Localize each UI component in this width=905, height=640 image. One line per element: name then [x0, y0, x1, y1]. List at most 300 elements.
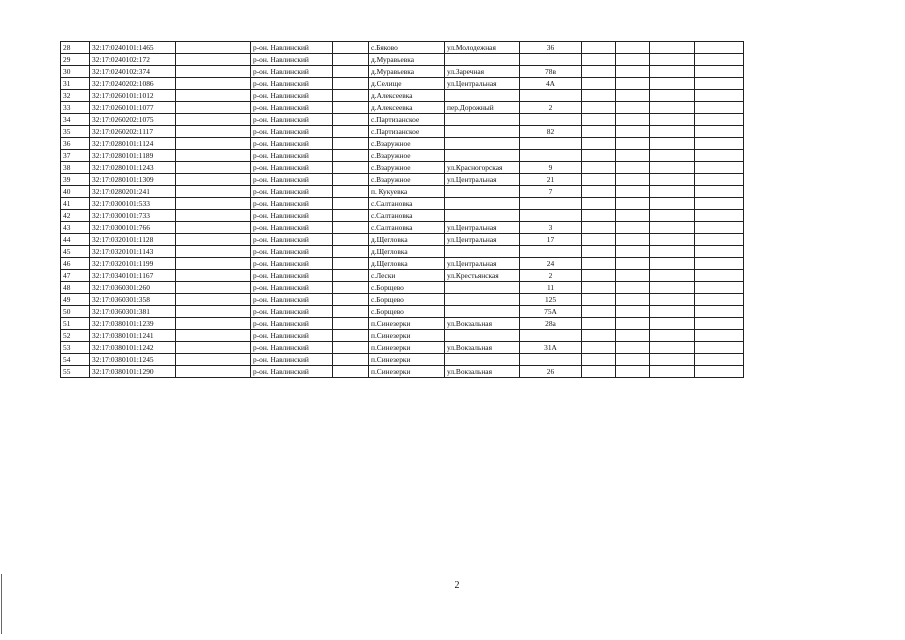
- blank-col-cell: [333, 54, 369, 66]
- settlement-cell: с.Салтановка: [369, 198, 445, 210]
- row-number-cell: 28: [61, 42, 90, 54]
- blank-col-cell: [650, 294, 695, 306]
- blank-col-cell: [616, 258, 650, 270]
- district-cell: р-он. Навлинский: [251, 90, 333, 102]
- settlement-cell: с.Взаружное: [369, 138, 445, 150]
- row-number-cell: 35: [61, 126, 90, 138]
- row-number-cell: 55: [61, 366, 90, 378]
- settlement-cell: с.Взаружное: [369, 150, 445, 162]
- house-number-cell: [520, 138, 582, 150]
- settlement-cell: с.Салтановка: [369, 210, 445, 222]
- settlement-cell: с.Борщево: [369, 282, 445, 294]
- street-cell: пер.Дорожный: [445, 102, 520, 114]
- street-cell: [445, 54, 520, 66]
- blank-col-cell: [616, 150, 650, 162]
- cadastral-number-cell: 32:17:0300101:766: [90, 222, 176, 234]
- cadastral-number-cell: 32:17:0260202:1075: [90, 114, 176, 126]
- blank-col-cell: [582, 294, 616, 306]
- table-row: [61, 198, 744, 210]
- blank-col-cell: [616, 186, 650, 198]
- scan-edge-mark: [1, 574, 2, 634]
- blank-col-cell: [333, 102, 369, 114]
- cadastral-number-cell: 32:17:0380101:1241: [90, 330, 176, 342]
- blank-col-cell: [176, 354, 251, 366]
- row-number-cell: 50: [61, 306, 90, 318]
- blank-col-cell: [650, 66, 695, 78]
- blank-col-cell: [582, 354, 616, 366]
- street-cell: ул.Молодежная: [445, 42, 520, 54]
- blank-col-cell: [695, 174, 744, 186]
- street-cell: [445, 114, 520, 126]
- row-number-cell: 52: [61, 330, 90, 342]
- blank-col-cell: [616, 42, 650, 54]
- blank-col-cell: [650, 306, 695, 318]
- district-cell: р-он. Навлинский: [251, 198, 333, 210]
- settlement-cell: п.Синезерки: [369, 366, 445, 378]
- row-number-cell: 48: [61, 282, 90, 294]
- row-number-cell: 51: [61, 318, 90, 330]
- row-number-cell: 33: [61, 102, 90, 114]
- blank-col-cell: [176, 198, 251, 210]
- blank-col-cell: [582, 42, 616, 54]
- blank-col-cell: [176, 318, 251, 330]
- house-number-cell: [520, 54, 582, 66]
- cadastral-number-cell: 32:17:0320101:1128: [90, 234, 176, 246]
- row-number-cell: 38: [61, 162, 90, 174]
- row-number-cell: 49: [61, 294, 90, 306]
- blank-col-cell: [616, 318, 650, 330]
- blank-col-cell: [333, 258, 369, 270]
- cadastral-number-cell: 32:17:0240102:172: [90, 54, 176, 66]
- cadastral-number-cell: 32:17:0340101:1167: [90, 270, 176, 282]
- table-row: [61, 234, 744, 246]
- house-number-cell: 36: [520, 42, 582, 54]
- cadastral-number-cell: 32:17:0380101:1239: [90, 318, 176, 330]
- blank-col-cell: [616, 66, 650, 78]
- blank-col-cell: [650, 354, 695, 366]
- cadastral-number-cell: 32:17:0240102:374: [90, 66, 176, 78]
- row-number-cell: 46: [61, 258, 90, 270]
- blank-col-cell: [582, 222, 616, 234]
- settlement-cell: п.Синезерки: [369, 318, 445, 330]
- blank-col-cell: [176, 162, 251, 174]
- blank-col-cell: [176, 150, 251, 162]
- table-row: [61, 366, 744, 378]
- blank-col-cell: [616, 246, 650, 258]
- street-cell: [445, 282, 520, 294]
- settlement-cell: д.Щегловка: [369, 234, 445, 246]
- cadastral-number-cell: 32:17:0360301:381: [90, 306, 176, 318]
- blank-col-cell: [582, 282, 616, 294]
- table-row: [61, 114, 744, 126]
- cadastral-number-cell: 32:17:0280101:1243: [90, 162, 176, 174]
- cadastral-number-cell: 32:17:0260202:1117: [90, 126, 176, 138]
- table-row: [61, 138, 744, 150]
- row-number-cell: 44: [61, 234, 90, 246]
- blank-col-cell: [582, 246, 616, 258]
- blank-col-cell: [616, 162, 650, 174]
- blank-col-cell: [650, 126, 695, 138]
- blank-col-cell: [176, 186, 251, 198]
- row-number-cell: 31: [61, 78, 90, 90]
- blank-col-cell: [582, 114, 616, 126]
- blank-col-cell: [650, 270, 695, 282]
- house-number-cell: 26: [520, 366, 582, 378]
- blank-col-cell: [582, 258, 616, 270]
- settlement-cell: д.Селище: [369, 78, 445, 90]
- street-cell: [445, 90, 520, 102]
- street-cell: [445, 210, 520, 222]
- blank-col-cell: [582, 162, 616, 174]
- blank-col-cell: [333, 270, 369, 282]
- blank-col-cell: [333, 66, 369, 78]
- blank-col-cell: [176, 114, 251, 126]
- blank-col-cell: [650, 78, 695, 90]
- settlement-cell: д.Щегловка: [369, 258, 445, 270]
- district-cell: р-он. Навлинский: [251, 186, 333, 198]
- house-number-cell: 125: [520, 294, 582, 306]
- blank-col-cell: [650, 162, 695, 174]
- street-cell: ул.Вокзальная: [445, 318, 520, 330]
- table-row: [61, 54, 744, 66]
- blank-col-cell: [582, 102, 616, 114]
- house-number-cell: [520, 198, 582, 210]
- cadastral-number-cell: 32:17:0360301:260: [90, 282, 176, 294]
- blank-col-cell: [616, 90, 650, 102]
- cadastral-number-cell: 32:17:0380101:1290: [90, 366, 176, 378]
- row-number-cell: 29: [61, 54, 90, 66]
- district-cell: р-он. Навлинский: [251, 138, 333, 150]
- blank-col-cell: [333, 210, 369, 222]
- house-number-cell: [520, 150, 582, 162]
- district-cell: р-он. Навлинский: [251, 114, 333, 126]
- street-cell: [445, 354, 520, 366]
- blank-col-cell: [176, 342, 251, 354]
- district-cell: р-он. Навлинский: [251, 102, 333, 114]
- blank-col-cell: [582, 90, 616, 102]
- blank-col-cell: [176, 282, 251, 294]
- district-cell: р-он. Навлинский: [251, 66, 333, 78]
- blank-col-cell: [582, 66, 616, 78]
- blank-col-cell: [695, 126, 744, 138]
- blank-col-cell: [176, 366, 251, 378]
- settlement-cell: п.Синезерки: [369, 354, 445, 366]
- blank-col-cell: [695, 150, 744, 162]
- settlement-cell: с.Борщево: [369, 306, 445, 318]
- street-cell: [445, 126, 520, 138]
- blank-col-cell: [650, 234, 695, 246]
- table-row: [61, 318, 744, 330]
- blank-col-cell: [176, 42, 251, 54]
- table-row: [61, 330, 744, 342]
- cadastral-number-cell: 32:17:0300101:533: [90, 198, 176, 210]
- blank-col-cell: [695, 366, 744, 378]
- table-row: [61, 246, 744, 258]
- blank-col-cell: [616, 354, 650, 366]
- settlement-cell: д.Муравьевка: [369, 54, 445, 66]
- blank-col-cell: [616, 78, 650, 90]
- blank-col-cell: [616, 198, 650, 210]
- district-cell: р-он. Навлинский: [251, 234, 333, 246]
- cadastral-number-cell: 32:17:0260101:1012: [90, 90, 176, 102]
- cadastral-number-cell: 32:17:0380101:1245: [90, 354, 176, 366]
- blank-col-cell: [582, 138, 616, 150]
- settlement-cell: п.Синезерки: [369, 342, 445, 354]
- street-cell: [445, 330, 520, 342]
- cadastral-number-cell: 32:17:0280101:1189: [90, 150, 176, 162]
- property-table: [60, 41, 744, 378]
- blank-col-cell: [333, 342, 369, 354]
- blank-col-cell: [650, 318, 695, 330]
- street-cell: [445, 294, 520, 306]
- blank-col-cell: [695, 258, 744, 270]
- blank-col-cell: [695, 270, 744, 282]
- blank-col-cell: [616, 294, 650, 306]
- blank-col-cell: [333, 42, 369, 54]
- house-number-cell: [520, 114, 582, 126]
- district-cell: р-он. Навлинский: [251, 246, 333, 258]
- table-row: [61, 162, 744, 174]
- blank-col-cell: [333, 354, 369, 366]
- blank-col-cell: [616, 306, 650, 318]
- blank-col-cell: [333, 318, 369, 330]
- street-cell: ул.Вокзальная: [445, 342, 520, 354]
- street-cell: ул.Центральная: [445, 258, 520, 270]
- blank-col-cell: [695, 42, 744, 54]
- row-number-cell: 36: [61, 138, 90, 150]
- district-cell: р-он. Навлинский: [251, 174, 333, 186]
- blank-col-cell: [333, 294, 369, 306]
- blank-col-cell: [333, 330, 369, 342]
- blank-col-cell: [650, 114, 695, 126]
- row-number-cell: 54: [61, 354, 90, 366]
- blank-col-cell: [695, 90, 744, 102]
- blank-col-cell: [695, 54, 744, 66]
- table-row: [61, 102, 744, 114]
- table-row: [61, 282, 744, 294]
- settlement-cell: с.Бяково: [369, 42, 445, 54]
- street-cell: [445, 150, 520, 162]
- district-cell: р-он. Навлинский: [251, 342, 333, 354]
- blank-col-cell: [650, 246, 695, 258]
- blank-col-cell: [582, 186, 616, 198]
- blank-col-cell: [650, 210, 695, 222]
- row-number-cell: 53: [61, 342, 90, 354]
- blank-col-cell: [176, 246, 251, 258]
- blank-col-cell: [616, 366, 650, 378]
- settlement-cell: п. Кукуевка: [369, 186, 445, 198]
- blank-col-cell: [176, 54, 251, 66]
- blank-col-cell: [695, 234, 744, 246]
- table-row: [61, 258, 744, 270]
- blank-col-cell: [650, 258, 695, 270]
- blank-col-cell: [695, 210, 744, 222]
- cadastral-number-cell: 32:17:0260101:1077: [90, 102, 176, 114]
- district-cell: р-он. Навлинский: [251, 318, 333, 330]
- house-number-cell: 17: [520, 234, 582, 246]
- district-cell: р-он. Навлинский: [251, 54, 333, 66]
- blank-col-cell: [176, 306, 251, 318]
- blank-col-cell: [582, 210, 616, 222]
- street-cell: ул.Красногорская: [445, 162, 520, 174]
- house-number-cell: [520, 246, 582, 258]
- blank-col-cell: [333, 90, 369, 102]
- blank-col-cell: [695, 330, 744, 342]
- row-number-cell: 47: [61, 270, 90, 282]
- blank-col-cell: [695, 78, 744, 90]
- table-row: [61, 174, 744, 186]
- blank-col-cell: [333, 366, 369, 378]
- house-number-cell: 75А: [520, 306, 582, 318]
- cadastral-number-cell: 32:17:0360301:358: [90, 294, 176, 306]
- district-cell: р-он. Навлинский: [251, 210, 333, 222]
- settlement-cell: с.Салтановка: [369, 222, 445, 234]
- blank-col-cell: [616, 126, 650, 138]
- blank-col-cell: [695, 306, 744, 318]
- district-cell: р-он. Навлинский: [251, 162, 333, 174]
- street-cell: [445, 246, 520, 258]
- blank-col-cell: [176, 330, 251, 342]
- blank-col-cell: [650, 42, 695, 54]
- blank-col-cell: [333, 126, 369, 138]
- settlement-cell: с.Партизанское: [369, 114, 445, 126]
- settlement-cell: д.Щегловка: [369, 246, 445, 258]
- blank-col-cell: [650, 138, 695, 150]
- blank-col-cell: [582, 318, 616, 330]
- blank-col-cell: [695, 222, 744, 234]
- blank-col-cell: [695, 162, 744, 174]
- row-number-cell: 37: [61, 150, 90, 162]
- blank-col-cell: [333, 306, 369, 318]
- blank-col-cell: [695, 102, 744, 114]
- row-number-cell: 34: [61, 114, 90, 126]
- blank-col-cell: [616, 222, 650, 234]
- house-number-cell: 28а: [520, 318, 582, 330]
- district-cell: р-он. Навлинский: [251, 306, 333, 318]
- blank-col-cell: [582, 306, 616, 318]
- blank-col-cell: [616, 102, 650, 114]
- blank-col-cell: [616, 330, 650, 342]
- district-cell: р-он. Навлинский: [251, 294, 333, 306]
- district-cell: р-он. Навлинский: [251, 282, 333, 294]
- blank-col-cell: [695, 282, 744, 294]
- settlement-cell: с.Борщево: [369, 294, 445, 306]
- settlement-cell: д.Муравьевка: [369, 66, 445, 78]
- row-number-cell: 45: [61, 246, 90, 258]
- cadastral-number-cell: 32:17:0280101:1124: [90, 138, 176, 150]
- house-number-cell: 2: [520, 102, 582, 114]
- cadastral-number-cell: 32:17:0300101:733: [90, 210, 176, 222]
- table-row: [61, 270, 744, 282]
- blank-col-cell: [333, 138, 369, 150]
- street-cell: ул.Центральная: [445, 234, 520, 246]
- blank-col-cell: [650, 282, 695, 294]
- blank-col-cell: [582, 342, 616, 354]
- cadastral-number-cell: 32:17:0280101:1309: [90, 174, 176, 186]
- blank-col-cell: [582, 78, 616, 90]
- district-cell: р-он. Навлинский: [251, 258, 333, 270]
- street-cell: ул.Вокзальная: [445, 366, 520, 378]
- table-row: [61, 150, 744, 162]
- table-row: [61, 306, 744, 318]
- blank-col-cell: [695, 138, 744, 150]
- blank-col-cell: [650, 222, 695, 234]
- blank-col-cell: [582, 126, 616, 138]
- blank-col-cell: [333, 246, 369, 258]
- district-cell: р-он. Навлинский: [251, 330, 333, 342]
- row-number-cell: 39: [61, 174, 90, 186]
- blank-col-cell: [333, 114, 369, 126]
- blank-col-cell: [695, 354, 744, 366]
- settlement-cell: с.Лески: [369, 270, 445, 282]
- house-number-cell: 9: [520, 162, 582, 174]
- blank-col-cell: [616, 54, 650, 66]
- blank-col-cell: [650, 174, 695, 186]
- cadastral-number-cell: 32:17:0320101:1199: [90, 258, 176, 270]
- blank-col-cell: [650, 90, 695, 102]
- house-number-cell: 4А: [520, 78, 582, 90]
- blank-col-cell: [616, 282, 650, 294]
- cadastral-number-cell: 32:17:0240101:1465: [90, 42, 176, 54]
- settlement-cell: д.Алексеевка: [369, 102, 445, 114]
- blank-col-cell: [582, 198, 616, 210]
- street-cell: ул.Центральная: [445, 78, 520, 90]
- blank-col-cell: [582, 150, 616, 162]
- page-number: 2: [454, 580, 460, 591]
- house-number-cell: 78в: [520, 66, 582, 78]
- table-row: [61, 210, 744, 222]
- blank-col-cell: [176, 138, 251, 150]
- settlement-cell: с.Партизанское: [369, 126, 445, 138]
- house-number-cell: 7: [520, 186, 582, 198]
- blank-col-cell: [333, 186, 369, 198]
- blank-col-cell: [616, 270, 650, 282]
- table-row: [61, 42, 744, 54]
- settlement-cell: с.Взаружное: [369, 174, 445, 186]
- table-row: [61, 78, 744, 90]
- blank-col-cell: [176, 294, 251, 306]
- house-number-cell: [520, 90, 582, 102]
- district-cell: р-он. Навлинский: [251, 150, 333, 162]
- blank-col-cell: [616, 174, 650, 186]
- house-number-cell: [520, 330, 582, 342]
- district-cell: р-он. Навлинский: [251, 366, 333, 378]
- house-number-cell: 2: [520, 270, 582, 282]
- blank-col-cell: [176, 66, 251, 78]
- street-cell: ул.Центральная: [445, 174, 520, 186]
- street-cell: ул.Центральная: [445, 222, 520, 234]
- blank-col-cell: [176, 90, 251, 102]
- blank-col-cell: [176, 270, 251, 282]
- blank-col-cell: [333, 222, 369, 234]
- street-cell: [445, 138, 520, 150]
- blank-col-cell: [582, 54, 616, 66]
- row-number-cell: 41: [61, 198, 90, 210]
- district-cell: р-он. Навлинский: [251, 270, 333, 282]
- row-number-cell: 42: [61, 210, 90, 222]
- blank-col-cell: [695, 198, 744, 210]
- table-row: [61, 294, 744, 306]
- cadastral-number-cell: 32:17:0320101:1143: [90, 246, 176, 258]
- table-row: [61, 354, 744, 366]
- blank-col-cell: [650, 330, 695, 342]
- blank-col-cell: [333, 282, 369, 294]
- blank-col-cell: [650, 366, 695, 378]
- blank-col-cell: [650, 186, 695, 198]
- row-number-cell: 40: [61, 186, 90, 198]
- blank-col-cell: [582, 330, 616, 342]
- blank-col-cell: [176, 126, 251, 138]
